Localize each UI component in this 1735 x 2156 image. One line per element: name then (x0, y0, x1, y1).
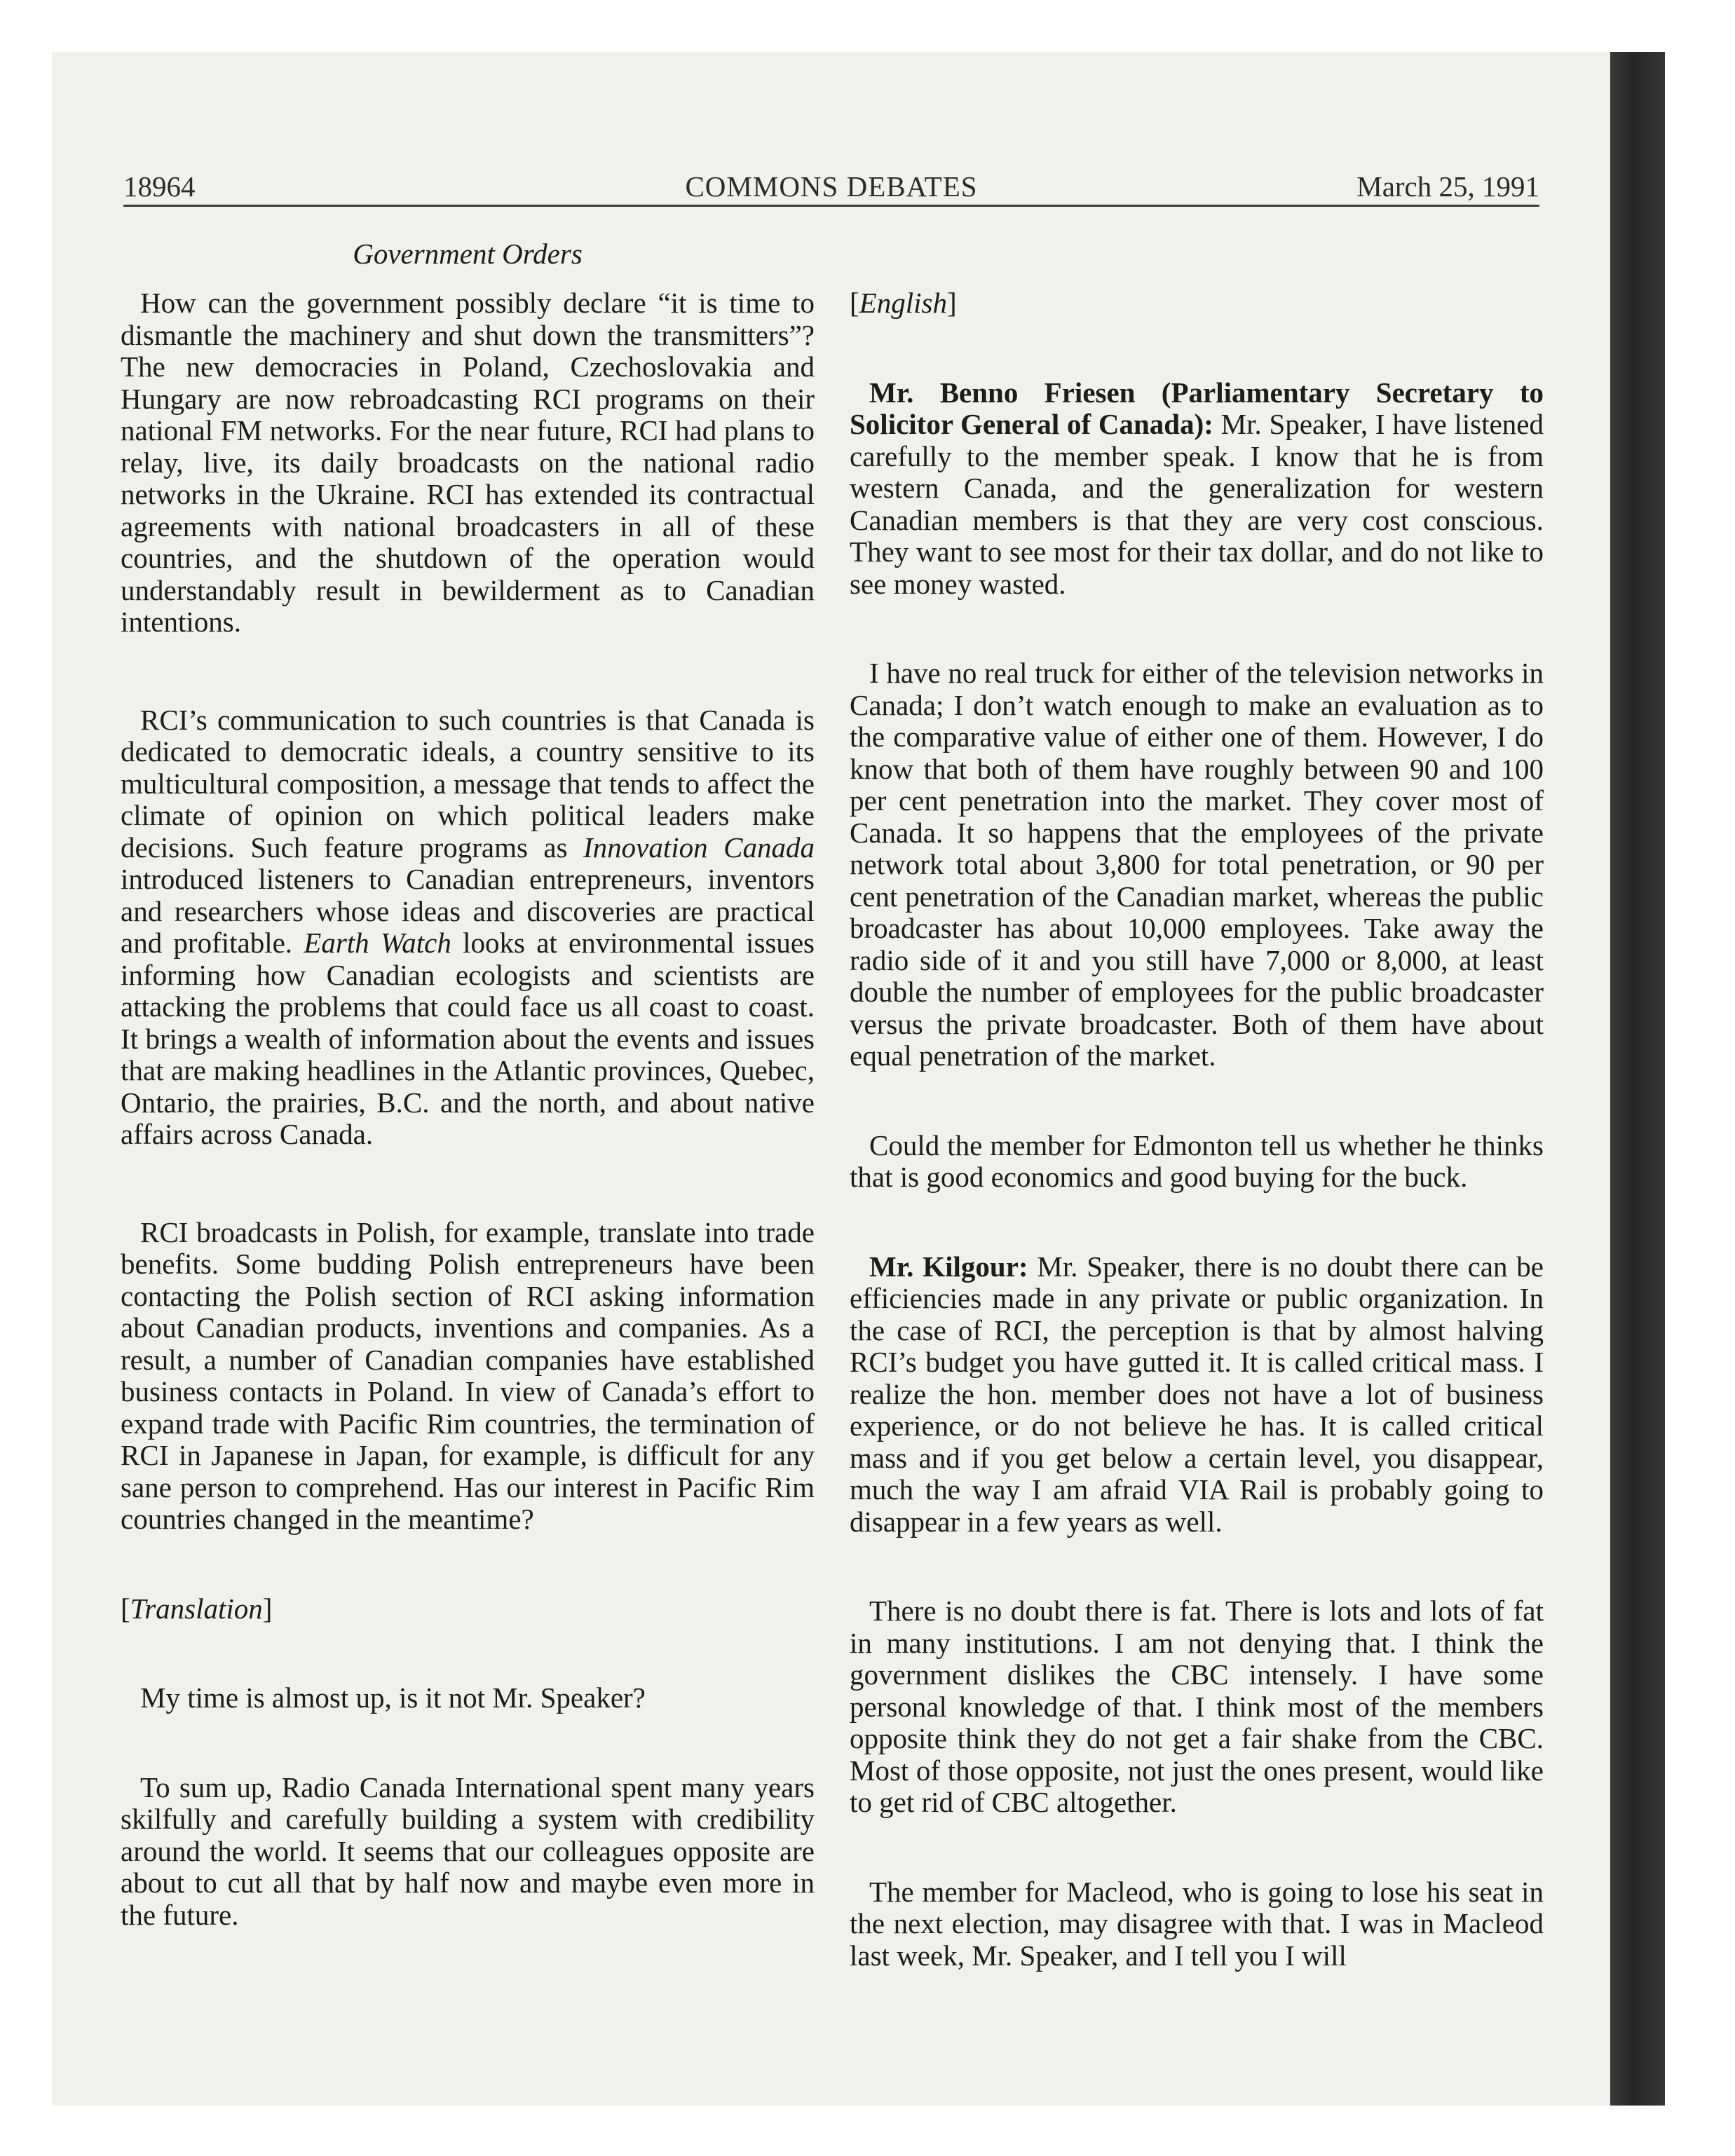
right-column (850, 287, 1544, 1972)
publication-date: March 25, 1991 (1356, 170, 1539, 203)
section-heading: Government Orders (353, 238, 583, 270)
speaker-name: Mr. Benno Friesen (Parliamentary Secretary to Solicitor General of Canada): (850, 376, 1544, 440)
paragraph: My time is almost up, is it not Mr. Speaker? (140, 1681, 646, 1714)
paragraph: The member for Macleod, who is going to lose his seat in the next election, may disagree with that. I was in Macleod last week, Mr. Speaker, and I tell you I will (850, 1875, 1544, 1972)
paragraph: RCI broadcasts in Polish, for example, translate into trade benefits. Some budding Polish entrepreneurs have been contacting the Polish section of RCI asking information about Canadian products, inventions and companies. As a result, a number of Canadian companies have established business contacts in Poland. In view of Canada’s effort to expand trade with Pacific Rim countries, the termination of RCI in Japanese in Japan, for example, is difficult for any sane person to comprehend. Has our interest in Pacific Rim countries changed in the meantime? (121, 1215, 815, 1535)
page-number: 18964 (123, 170, 196, 203)
paragraph: RCI’s communication to such countries is that Canada is dedicated to democratic ideals, a country sensitive to its multicultural composition, a message that tends to affect the climate of opinion on which political leaders make decisions. Such feature programs as Innovation Canada introduced listeners to Canadian entrepreneurs, inventors and researchers whose ideas and discoveries are practical and profitable. Earth Watch looks at environmental issues informing how Canadian ecologists and scientists are attacking the problems that could face us all coast to coast. It brings a wealth of information about the events and issues that are making headlines in the Atlantic provinces, Quebec, Ontario, the prairies, B.C. and the north, and about native affairs across Canada. (121, 703, 815, 1150)
paragraph: How can the government possibly declare “it is time to dismantle the machinery and shut down the transmitters”? The new democracies in Poland, Czechoslovakia and Hungary are now rebroadcasting RCI programs on their national FM networks. For the near future, RCI had plans to relay, live, its daily broadcasts on the national radio networks in the Ukraine. RCI has extended its contractual agreements with national broadcasters in all of these countries, and the shutdown of the operation would understandably result in bewilderment as to Canadian intentions. (121, 287, 815, 638)
scan-edge-shadow (1610, 52, 1665, 2106)
header-rule (123, 205, 1539, 207)
paragraph: I have no real truck for either of the television networks in Canada; I don’t watch enough to make an evaluation as to the comparative value of either one of them. However, I do know that both of them have roughly between 90 and 100 per cent penetration into the market. They cover most of Canada. It so happens that the employees of the private network total about 3,800 for total penetration, or 90 per cent penetration of the Canadian market, whereas the public broadcaster has about 10,000 employees. Take away the radio side of it and you still have 7,000 or 8,000, at least double the number of employees for the public broadcaster versus the private broadcaster. Both of them have about equal penetration of the market. (850, 657, 1544, 1072)
program-title: Innovation Canada (583, 831, 815, 864)
left-column (121, 287, 815, 1931)
language-marker: [Translation] (121, 1592, 273, 1625)
paragraph: Could the member for Edmonton tell us whether he thinks that is good economics and good buying for the buck. (850, 1128, 1544, 1193)
speech: Mr. Kilgour: Mr. Speaker, there is no doubt there can be efficiencies made in any private or public organization. In the case of RCI, the perception is that by almost halving RCI’s budget you have gutted it. It is called critical mass. I realize the hon. member does not have a lot of business experience, or do not believe he has. It is called critical mass and if you get below a certain level, you disappear, much the way I am afraid VIA Rail is probably going to disappear in a few years as well. (850, 1250, 1544, 1538)
publication-title: COMMONS DEBATES (685, 170, 978, 203)
paragraph: To sum up, Radio Canada International spent many years skilfully and carefully building a system with credibility around the world. It seems that our colleagues opposite are about to cut all that by half now and maybe even more in the future. (121, 1770, 815, 1931)
paragraph: There is no doubt there is fat. There is lots and lots of fat in many institutions. I am not denying that. I think the government dislikes the CBC intensely. I have some personal knowledge of that. I think most of the members opposite think they do not get a fair shake from the CBC. Most of those opposite, not just the ones present, would like to get rid of CBC altogether. (850, 1595, 1544, 1818)
speech: Mr. Benno Friesen (Parliamentary Secretary to Solicitor General of Canada): Mr. Speaker, I have listened carefully to the member speak. I know that he is from western Canada, and the generalization for western Canadian members is that they are very cost conscious. They want to see most for their tax dollar, and do not like to see money wasted. (850, 376, 1544, 600)
program-title: Earth Watch (304, 927, 451, 959)
speaker-name: Mr. Kilgour: (869, 1250, 1028, 1283)
language-marker: [English] (850, 287, 957, 319)
page-header (123, 163, 1539, 205)
